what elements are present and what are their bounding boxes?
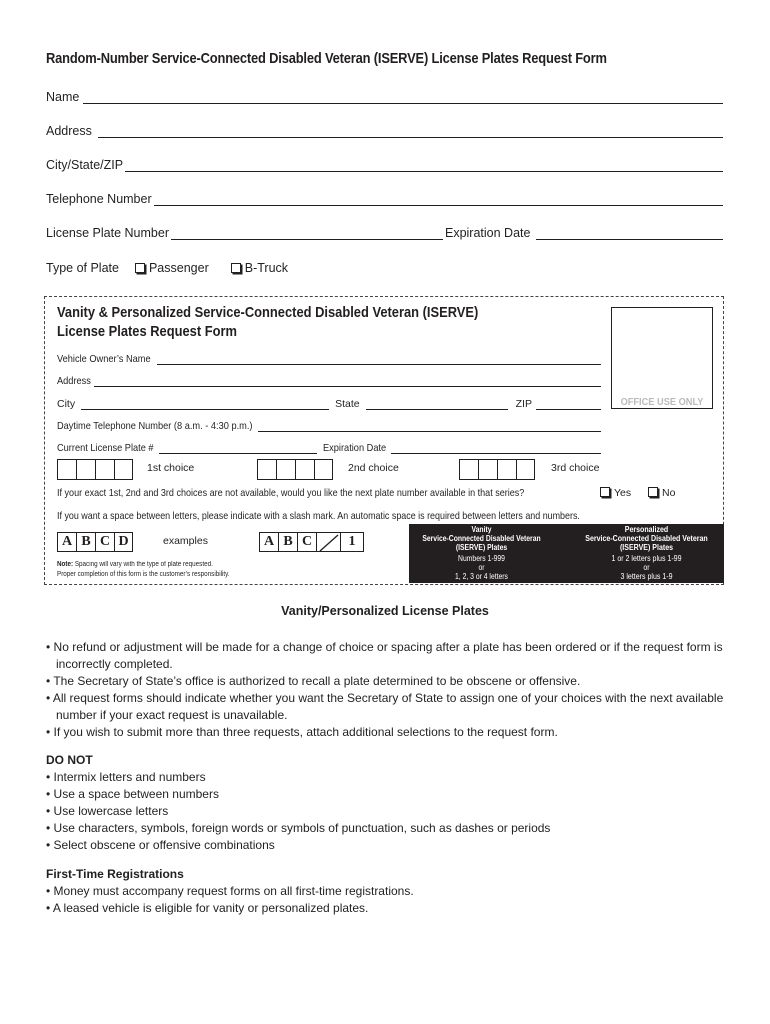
form-title: Random-Number Service-Connected Disabled Veteran (ISERVE) License Plates Request Form (46, 50, 607, 67)
choice1-label: 1st choice (147, 462, 195, 474)
vanity-zip-field[interactable] (536, 399, 601, 410)
note-line1: Spacing will vary with the type of plate requested. (73, 561, 213, 568)
vanity-state-label: State (335, 398, 360, 410)
char-box[interactable] (314, 459, 333, 480)
owner-label: Vehicle Owner’s Name (57, 353, 151, 365)
checkbox-icon[interactable] (600, 487, 610, 497)
example-letter: C (95, 532, 114, 552)
current-plate-field[interactable] (159, 443, 317, 454)
vanity-col-line1: Numbers 1-999 (458, 554, 505, 563)
personalized-col-line3: 3 letters plus 1-9 (620, 572, 673, 581)
b-truck-option[interactable] (231, 261, 288, 275)
name-field[interactable] (83, 91, 723, 104)
checkbox-icon[interactable] (231, 263, 241, 273)
char-box[interactable] (114, 459, 133, 480)
passenger-option[interactable] (135, 261, 209, 275)
vanity-address-label: Address (57, 375, 91, 387)
address-label: Address (46, 124, 92, 138)
personalized-col-heading2: Service-Connected Disabled Veteran (585, 534, 708, 543)
vanity-expiration-label: Expiration Date (322, 442, 386, 454)
char-box[interactable] (95, 459, 114, 480)
slash-box (316, 532, 340, 552)
example-letter: C (297, 532, 316, 552)
char-box[interactable] (295, 459, 314, 480)
plate-number-field[interactable] (171, 227, 443, 240)
current-plate-row (57, 440, 601, 454)
choice1-boxes[interactable] (57, 459, 133, 480)
note-line2: Proper completion of this form is the customer’s responsibility. (57, 571, 230, 578)
expiration-label: Expiration Date (444, 226, 531, 240)
vanity-format-column (420, 525, 543, 581)
example-digit: 1 (340, 532, 364, 552)
char-box[interactable] (478, 459, 497, 480)
example-letter: A (259, 532, 278, 552)
info-bullet: • If you wish to submit more than three requests, attach additional selections to the request form. (46, 725, 558, 739)
char-box[interactable] (57, 459, 76, 480)
plate-number-label: License Plate Number (46, 226, 169, 240)
personalized-col-or: or (643, 563, 650, 572)
vanity-city-label: City (57, 398, 76, 410)
daytime-phone-label: Daytime Telephone Number (8 a.m. - 4:30 p.m.) (57, 420, 253, 432)
char-box[interactable] (516, 459, 535, 480)
char-box[interactable] (276, 459, 295, 480)
choice2-boxes[interactable] (257, 459, 333, 480)
choice3-label: 3rd choice (551, 462, 600, 474)
char-box[interactable] (257, 459, 276, 480)
owner-row (57, 351, 601, 365)
daytime-phone-row (57, 418, 601, 432)
address-row (46, 122, 723, 138)
info-bullets (46, 639, 726, 741)
personalized-col-line1: 1 or 2 letters plus 1-99 (611, 554, 682, 563)
do-not-item: • Select obscene or offensive combinations (46, 838, 275, 852)
spacing-note (57, 560, 230, 580)
example-letter: D (114, 532, 133, 552)
vanity-col-or: or (478, 563, 485, 572)
plate-format-box (409, 524, 724, 583)
example-letter: B (278, 532, 297, 552)
passenger-label: Passenger (148, 261, 209, 275)
yes-label: Yes (614, 487, 632, 499)
vanity-address-row (57, 373, 601, 387)
plate-number-row (46, 224, 723, 240)
personalized-col-heading: Personalized (624, 525, 669, 534)
char-box[interactable] (459, 459, 478, 480)
first-time-item: • A leased vehicle is eligible for vanity or personalized plates. (46, 901, 369, 915)
plate-type-label: Type of Plate (46, 261, 119, 275)
first-time-heading: First-Time Registrations (46, 867, 184, 881)
no-label: No (662, 487, 676, 499)
vanity-title-line1: Vanity & Personalized Service-Connected Disabled Veteran (ISERVE) (57, 304, 479, 321)
vanity-city-field[interactable] (81, 399, 329, 410)
example-abc-1 (259, 532, 364, 552)
name-label: Name (46, 90, 80, 104)
b-truck-label: B-Truck (244, 261, 289, 275)
city-state-zip-field[interactable] (125, 159, 723, 172)
telephone-row (46, 190, 723, 206)
vanity-state-field[interactable] (366, 399, 508, 410)
example-letter: B (76, 532, 95, 552)
do-not-heading: DO NOT (46, 753, 93, 767)
vanity-col-heading: Vanity (471, 525, 492, 534)
vanity-col-heading3: (ISERVE) Plates (455, 543, 508, 552)
info-bullet: • The Secretary of State’s office is authorized to recall a plate determined to be obscene or offensive. (46, 674, 581, 688)
space-instruction: If you want a space between letters, please indicate with a slash mark. An automatic space is required between letters and numbers. (57, 510, 580, 522)
checkbox-icon[interactable] (648, 487, 658, 497)
telephone-field[interactable] (154, 193, 723, 206)
vanity-title-line2: License Plates Request Form (57, 323, 237, 340)
vanity-form-title (57, 303, 478, 341)
telephone-label: Telephone Number (46, 192, 152, 206)
do-not-item: • Use a space between numbers (46, 787, 219, 801)
current-plate-label: Current License Plate # (57, 442, 154, 454)
city-state-zip-row (46, 156, 723, 172)
example-abcd (57, 532, 133, 552)
name-row (46, 88, 723, 104)
info-section-title: Vanity/Personalized License Plates (281, 604, 489, 618)
vanity-col-heading2: Service-Connected Disabled Veteran (422, 534, 541, 543)
do-not-list (46, 752, 726, 854)
city-state-zip-label: City/State/ZIP (46, 158, 124, 172)
info-bullet: • All request forms should indicate whether you want the Secretary of State to assign one of your choices with the next available number if your exact request is unavailable. (46, 691, 724, 722)
slash-icon (317, 533, 341, 553)
checkbox-icon[interactable] (135, 263, 145, 273)
personalized-col-heading3: (ISERVE) Plates (619, 543, 674, 552)
owner-field[interactable] (157, 354, 601, 365)
next-plate-question: If your exact 1st, 2nd and 3rd choices are not available, would you like the next plate number available in that series? (57, 487, 525, 499)
vanity-address-field[interactable] (94, 376, 601, 387)
vanity-col-line3: 1, 2, 3 or 4 letters (455, 572, 508, 581)
examples-label: examples (163, 535, 208, 547)
vanity-expiration-field[interactable] (391, 443, 601, 454)
first-time-item: • Money must accompany request forms on all first-time registrations. (46, 884, 414, 898)
plate-type-row (46, 259, 288, 275)
choice2-label: 2nd choice (348, 462, 399, 474)
no-option[interactable] (648, 487, 675, 499)
personalized-format-column (578, 525, 714, 581)
char-box[interactable] (76, 459, 95, 480)
office-use-box (611, 307, 713, 409)
do-not-item: • Intermix letters and numbers (46, 770, 206, 784)
office-use-label: OFFICE USE ONLY (620, 396, 704, 408)
first-time-list (46, 866, 726, 917)
yes-option[interactable] (600, 487, 631, 499)
example-letter: A (57, 532, 76, 552)
do-not-item: • Use characters, symbols, foreign words or symbols of punctuation, such as dashes or periods (46, 821, 551, 835)
address-field[interactable] (98, 125, 723, 138)
do-not-item: • Use lowercase letters (46, 804, 169, 818)
daytime-phone-field[interactable] (258, 421, 601, 432)
city-state-row (57, 396, 601, 410)
vanity-zip-label: ZIP (515, 398, 532, 410)
info-bullet: • No refund or adjustment will be made for a change of choice or spacing after a plate has been ordered or if the request form is incorrectly completed. (46, 640, 723, 671)
char-box[interactable] (497, 459, 516, 480)
note-label: Note: (57, 561, 74, 568)
expiration-field[interactable] (536, 227, 723, 240)
choice3-boxes[interactable] (459, 459, 535, 480)
